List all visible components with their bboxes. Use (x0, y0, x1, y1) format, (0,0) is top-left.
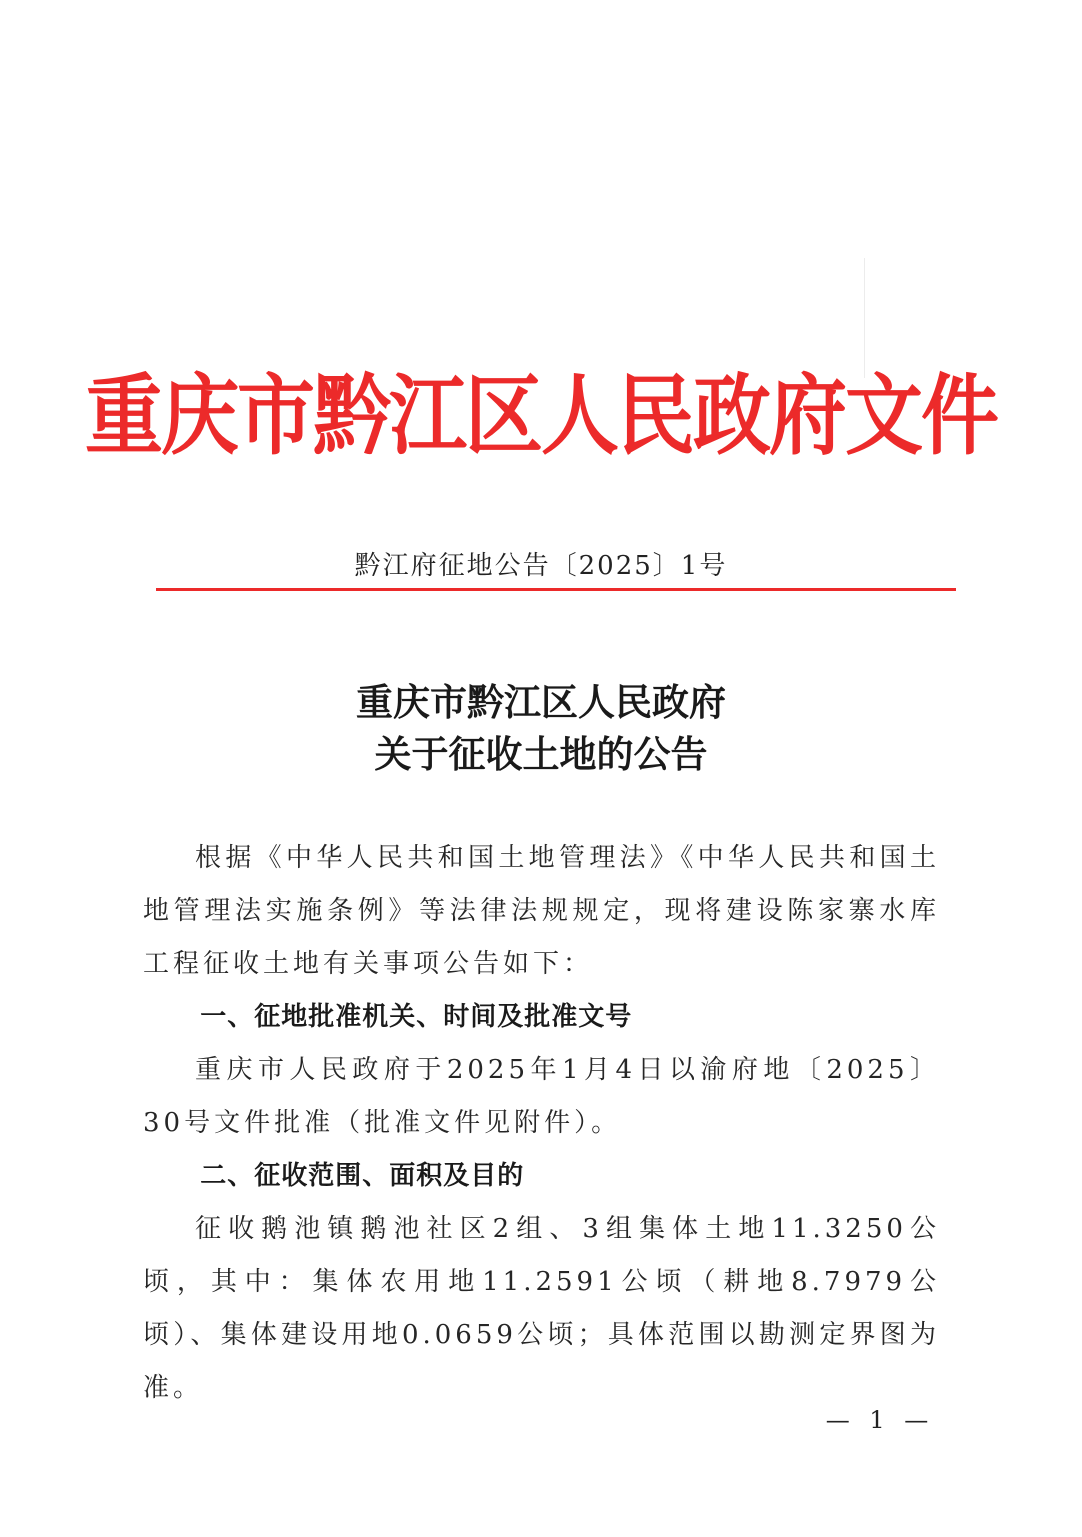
notice-body (143, 832, 940, 1415)
notice-title-line2: 关于征收土地的公告 (374, 732, 708, 776)
section2-paragraph: 征收鹅池镇鹅池社区2组、3组集体土地11.3250公顷，其中：集体农用地11.2591公顷（耕地8.7979公顷）、集体建设用地0.0659公顷；具体范围以勘测定界图为准。 (143, 1214, 940, 1403)
document-header-title: 重庆市黔江区人民政府文件 (84, 366, 997, 468)
notice-title-line1: 重庆市黔江区人民政府 (356, 680, 726, 724)
section1-heading: 一、征地批准机关、时间及批准文号 (200, 1002, 633, 1032)
notice-title (0, 676, 1082, 780)
section1-paragraph: 重庆市人民政府于2025年1月4日以渝府地〔2025〕30号文件批准（批准文件见附件）。 (143, 1055, 940, 1138)
document-number: 黔江府征地公告〔2025〕1号 (354, 551, 728, 581)
page-number: — 1 — (825, 1406, 935, 1434)
header-divider (156, 588, 956, 591)
section2-heading: 二、征收范围、面积及目的 (200, 1161, 525, 1191)
intro-paragraph: 根据《中华人民共和国土地管理法》《中华人民共和国土地管理法实施条例》等法律法规规定，现将建设陈家寨水库工程征收土地有关事项公告如下： (143, 843, 940, 979)
